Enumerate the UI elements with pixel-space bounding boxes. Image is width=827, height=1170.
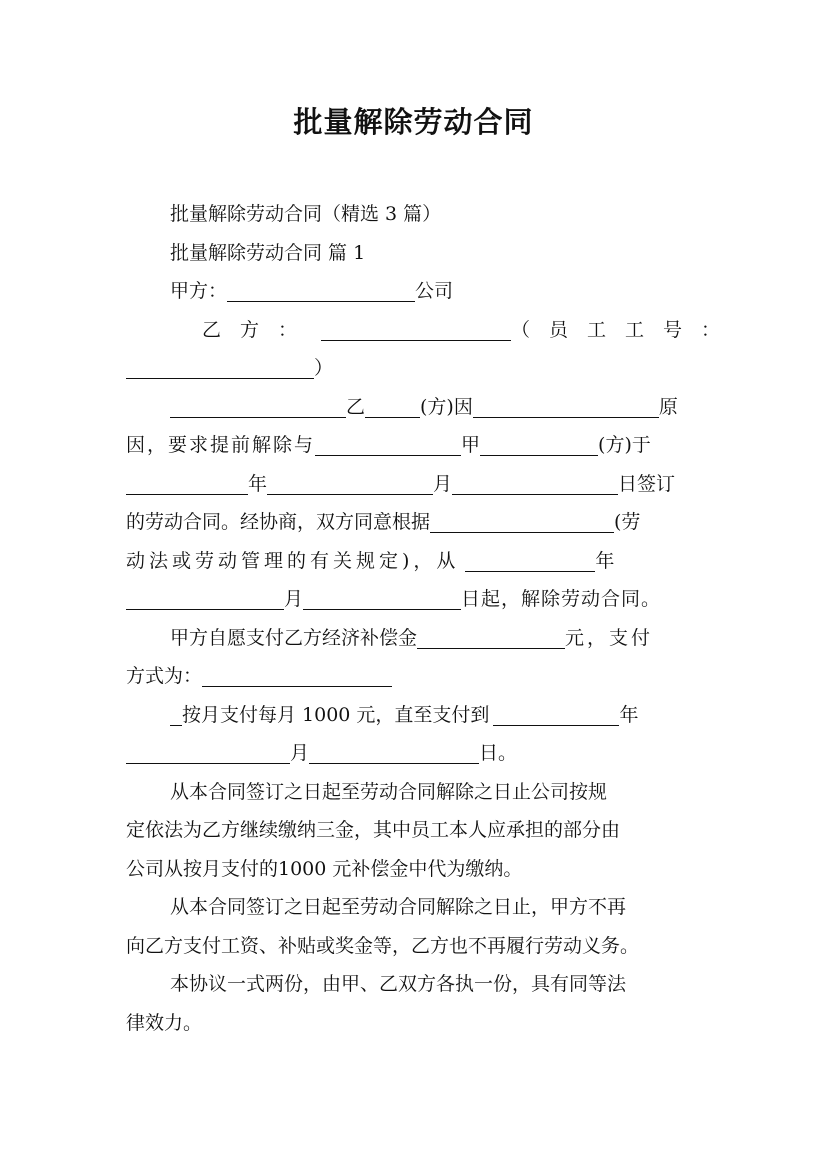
blank-field [126,352,314,379]
paragraph-line: 甲方自愿支付乙方经济补偿金 元，支付 [126,619,701,658]
blank-field [170,391,346,418]
blank-field [126,468,248,495]
blank-field [417,622,565,649]
blank-field [303,583,461,610]
paragraph-line: 按月支付每月 1000 元，直至支付到 年 [126,696,701,735]
blank-field [170,699,182,726]
party-b-line: 乙 方 ： （ 员 工 工 号 ： [126,311,701,350]
blank-field [126,583,284,610]
paragraph-line: 月 日。 [126,734,701,773]
blank-field [126,737,290,764]
paragraph-line: 定依法为乙方继续缴纳三金，其中员工本人应承担的部分由 [126,819,621,841]
paragraph-line: 从本合同签订之日起至劳动合同解除之日止，甲方不再 [170,896,627,918]
blank-field [309,737,479,764]
paragraph-line: 因，要求提前解除与 甲 (方)于 [126,426,701,465]
blank-field [202,660,392,687]
party-a-line: 甲方： 公司 [126,272,701,311]
blank-field [493,699,619,726]
employee-id-line: ） [126,349,701,388]
paragraph-line: 动法或劳动管理的有关规定)，从 年 [126,542,701,581]
paragraph-line: 本协议一式两份，由甲、乙双方各执一份，具有同等法 [170,973,627,995]
paragraph-line: 公司从按月支付的1000 元补偿金中代为缴纳。 [126,857,523,880]
blank-field [365,391,420,418]
document-title: 批量解除劳动合同 [293,105,534,139]
paragraph-line: 月 日起，解除劳动合同。 [126,580,701,619]
blank-field [267,468,433,495]
blank-field [473,391,659,418]
blank-field [465,545,595,572]
blank-field [227,275,415,302]
paragraph-line: 的劳动合同。经协商，双方同意根据 (劳 [126,503,701,542]
document-body [126,195,721,1042]
subtitle-line: 批量解除劳动合同（精选 3 篇） [170,203,442,225]
paragraph-line: 向乙方支付工资、补贴或奖金等，乙方也不再履行劳动义务。 [126,934,640,957]
paragraph-line: 方式为： [126,657,701,696]
blank-field [321,314,511,341]
blank-field [315,429,461,456]
paragraph-line: 乙 (方)因 原 [126,388,701,427]
section-heading: 批量解除劳动合同 篇 1 [170,241,366,264]
paragraph-line: 年 月 日签订 [126,465,701,504]
blank-field [430,506,614,533]
paragraph-line: 律效力。 [126,1011,203,1034]
blank-field [452,468,618,495]
paragraph-line: 从本合同签订之日起至劳动合同解除之日止公司按规 [170,780,608,803]
blank-field [480,429,598,456]
